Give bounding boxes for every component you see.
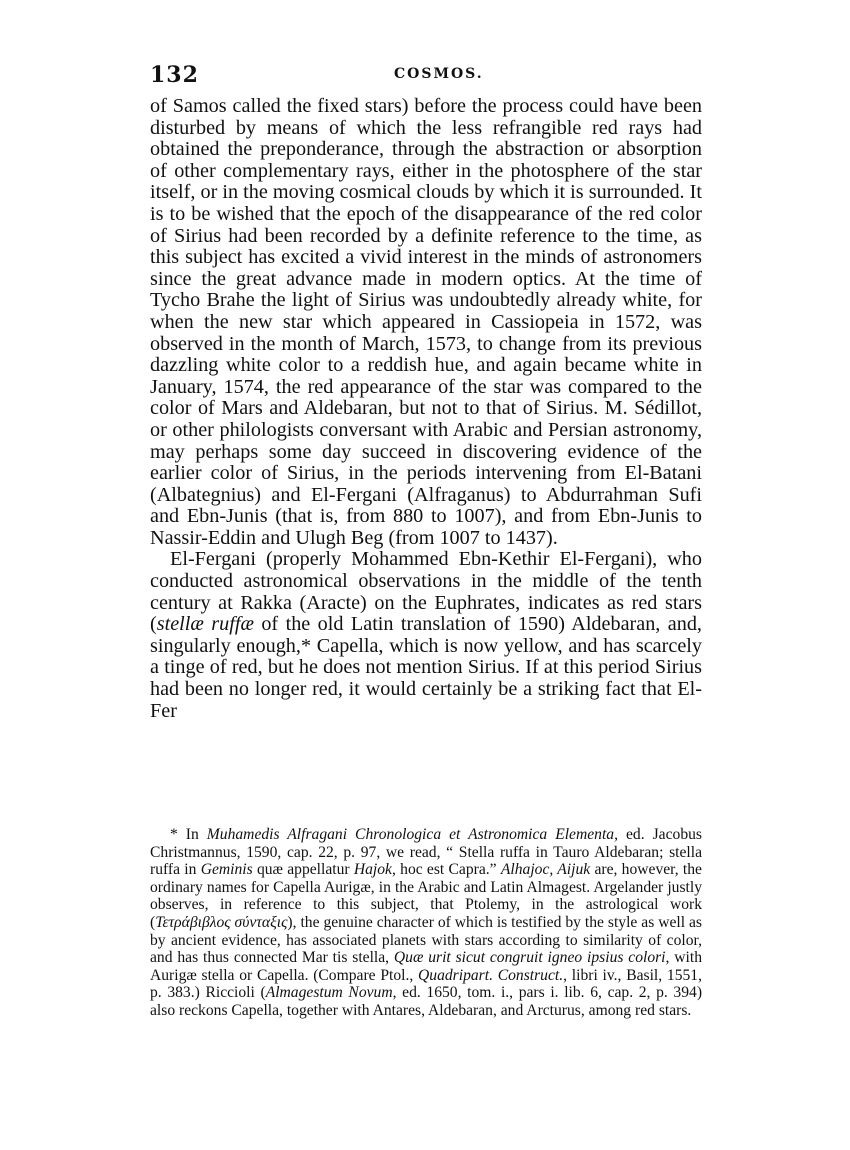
footnote (150, 826, 702, 1020)
footnote-text: are, however, the ordinary names for Capella Aurigæ, in the Arabic and Latin Almagest. Argelander justly observes, in reference to this subject, that Ptolemy, in the astrological work ( (150, 861, 702, 931)
footnote-italic: Hajok (353, 861, 392, 879)
footnote-italic: Almagestum Novum (265, 984, 393, 1002)
page-header (150, 62, 700, 92)
paragraph-1: of Samos called the fixed stars) before the process could have been disturbed by means of which the less refrangible red rays had obtained the preponderance, through the abstraction or absorption of other complementary rays, either in the photosphere of the star itself, or in the moving cosmical clouds by which it is surrounded. It is to be wished that the epoch of the disappearance of the red color of Sirius had been recorded by a definite reference to the time, as this subject has excited a vivid interest in the minds of astronomers since the great advance made in modern optics. At the time of Tycho Brahe the light of Sirius was undoubtedly already white, for when the new star which appeared in Cassiopeia in 1572, was observed in the month of March, 1573, to change from its previous dazzling white color to a reddish hue, and again became white in January, 1574, the red appearance of the star was compared to the color of Mars and Aldebaran, but not to that of Sirius. M. Sédillot, or other philologists conversant with Arabic and Persian astronomy, may perhaps some day succeed in discovering evidence of the earlier color of Sirius, in the periods intervening from El-Batani (Albategnius) and El-Fergani (Alfraganus) to Abdurrahman Sufi and Ebn-Junis (that is, from 880 to 1007), and from Ebn-Junis to Nassir-Eddin and Ulugh Beg (from 1007 to 1437). (150, 95, 702, 549)
footnote-italic: Geminis (200, 861, 253, 879)
footnote-text: , ed. 1650, tom. i., pars i. lib. 6, cap. 2, p. 394) also reckons Capella, together with Antares, Aldebaran, and Arcturus, among red stars. (150, 984, 703, 1019)
footnote-italic: Quadripart. Construct. (418, 966, 564, 984)
footnote-italic: Quæ urit sicut congruit igneo ipsius colori (393, 949, 666, 967)
footnote-text: , hoc est Capra.” (391, 861, 501, 879)
footnote-text: , libri iv., Basil, 1551, p. 383.) Riccioli ( (150, 966, 702, 1002)
paragraph-2 (150, 549, 702, 722)
footnote-text: ), the genuine character of which is testified by the style as well as by ancient evidence, has associated planets with stars according to similarity of color, and has thus connected Mar tis stella, (150, 913, 702, 967)
footnote-text: * In (170, 826, 207, 843)
main-text (150, 96, 702, 722)
footnote-text: , with Aurigæ stella or Capella. (Compare Ptol., (150, 949, 702, 984)
footnote-text: quæ appellatur (252, 861, 354, 879)
paragraph-2-italic: stellæ ruffæ (156, 613, 254, 636)
footnote-italic: Muhamedis Alfragani Chronologica et Astronomica Elementa (206, 826, 615, 843)
running-title: COSMOS. (394, 66, 484, 82)
footnote-italic: Alhajoc, Aijuk (500, 861, 591, 879)
page-number: 132 (150, 62, 199, 88)
footnote-greek: Τετράβιβλος σύνταξις (155, 913, 288, 931)
footnote-text: , ed. Jacobus Christmannus, 1590, cap. 22, p. 97, we read, “ Stella ruffa in Tauro Aldebaran; stella ruffa in (150, 826, 702, 879)
paragraph-2-text-b: of the old Latin translation of 1590) Aldebaran, and, singularly enough,* Capella, which is now yellow, and has scarcely a tinge of red, but he does not mention Sirius. If at this period Sirius had been no longer red, it would certainly be a striking fact that El-Fer (150, 613, 702, 722)
footnote-paragraph (150, 826, 702, 1020)
paragraph-2-text-a: El-Fergani (properly Mohammed Ebn-Kethir El-Fergani), who conducted astronomical observations in the middle of the tenth century at Rakka (Aracte) on the Euphrates, indicates as red stars ( (150, 548, 702, 636)
